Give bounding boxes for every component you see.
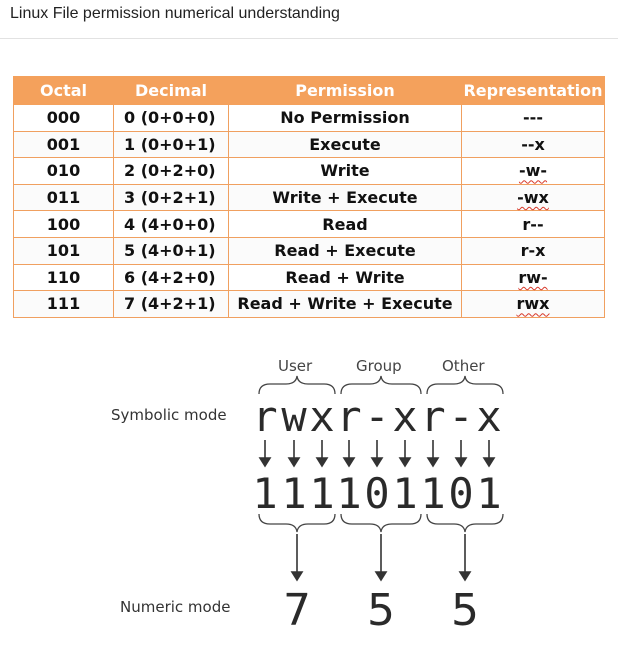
numeric-digit-other: 5 — [451, 585, 479, 636]
header-representation: Representation — [462, 77, 605, 105]
binary-digit: 1 — [252, 469, 278, 518]
numeric-mode-label: Numeric mode — [120, 598, 231, 616]
representation-cell — [462, 158, 605, 185]
permission-cell: Read + Write + Execute — [229, 291, 462, 318]
symbolic-char: x — [476, 392, 502, 441]
octal-cell: 001 — [14, 131, 114, 158]
page-title: Linux File permission numerical understanding — [10, 5, 340, 22]
symbolic-mode-label: Symbolic mode — [111, 406, 227, 424]
symbolic-char: x — [392, 392, 418, 441]
symbolic-char: r — [336, 392, 362, 441]
table-row — [14, 184, 605, 211]
permission-cell: No Permission — [229, 105, 462, 132]
octal-cell: 101 — [14, 237, 114, 264]
symbolic-char: - — [364, 392, 390, 441]
user-label: User — [278, 357, 313, 375]
representation-cell: r-x — [462, 237, 605, 264]
symbolic-char: r — [420, 392, 446, 441]
binary-digit: 1 — [309, 469, 335, 518]
representation-text: -wx — [517, 188, 549, 208]
permission-cell: Read — [229, 211, 462, 238]
header-octal: Octal — [14, 77, 114, 105]
decimal-cell: 1 (0+0+1) — [114, 131, 229, 158]
decimal-cell: 0 (0+0+0) — [114, 105, 229, 132]
table-row — [14, 105, 605, 132]
representation-cell — [462, 291, 605, 318]
representation-cell: r-- — [462, 211, 605, 238]
header-permission: Permission — [229, 77, 462, 105]
representation-cell — [462, 264, 605, 291]
decimal-cell: 2 (0+2+0) — [114, 158, 229, 185]
representation-cell: --- — [462, 105, 605, 132]
table-row — [14, 291, 605, 318]
binary-digit: 1 — [281, 469, 307, 518]
binary-digit: 1 — [336, 469, 362, 518]
octal-cell: 110 — [14, 264, 114, 291]
table-row — [14, 264, 605, 291]
permission-cell: Execute — [229, 131, 462, 158]
permission-cell: Read + Write — [229, 264, 462, 291]
decimal-cell: 5 (4+0+1) — [114, 237, 229, 264]
symbolic-char: r — [252, 392, 278, 441]
permission-table — [13, 76, 605, 318]
decimal-cell: 3 (0+2+1) — [114, 184, 229, 211]
group-label: Group — [356, 357, 402, 375]
table-row — [14, 211, 605, 238]
permission-diagram — [0, 340, 618, 654]
header-decimal: Decimal — [114, 77, 229, 105]
octal-cell: 010 — [14, 158, 114, 185]
representation-cell: --x — [462, 131, 605, 158]
binary-digit: 1 — [392, 469, 418, 518]
representation-text: rwx — [516, 294, 550, 314]
symbolic-char: w — [281, 392, 307, 441]
representation-text: rw- — [518, 267, 548, 287]
other-label: Other — [442, 357, 485, 375]
table-row — [14, 131, 605, 158]
octal-cell: 011 — [14, 184, 114, 211]
symbolic-char: x — [309, 392, 335, 441]
decimal-cell: 6 (4+2+0) — [114, 264, 229, 291]
binary-digit: 0 — [364, 469, 390, 518]
binary-digit: 0 — [448, 469, 474, 518]
table-row — [14, 158, 605, 185]
table-row — [14, 237, 605, 264]
title-divider — [0, 38, 618, 39]
representation-cell — [462, 184, 605, 211]
symbolic-char: - — [448, 392, 474, 441]
table-header-row — [14, 77, 605, 105]
binary-digit: 1 — [420, 469, 446, 518]
octal-cell: 111 — [14, 291, 114, 318]
octal-cell: 000 — [14, 105, 114, 132]
representation-text: -w- — [518, 161, 548, 181]
decimal-cell: 4 (4+0+0) — [114, 211, 229, 238]
permission-cell: Write + Execute — [229, 184, 462, 211]
octal-cell: 100 — [14, 211, 114, 238]
numeric-digit-user: 7 — [283, 585, 311, 636]
numeric-digit-group: 5 — [367, 585, 395, 636]
permission-cell: Read + Execute — [229, 237, 462, 264]
decimal-cell: 7 (4+2+1) — [114, 291, 229, 318]
binary-digit: 1 — [476, 469, 502, 518]
permission-cell: Write — [229, 158, 462, 185]
